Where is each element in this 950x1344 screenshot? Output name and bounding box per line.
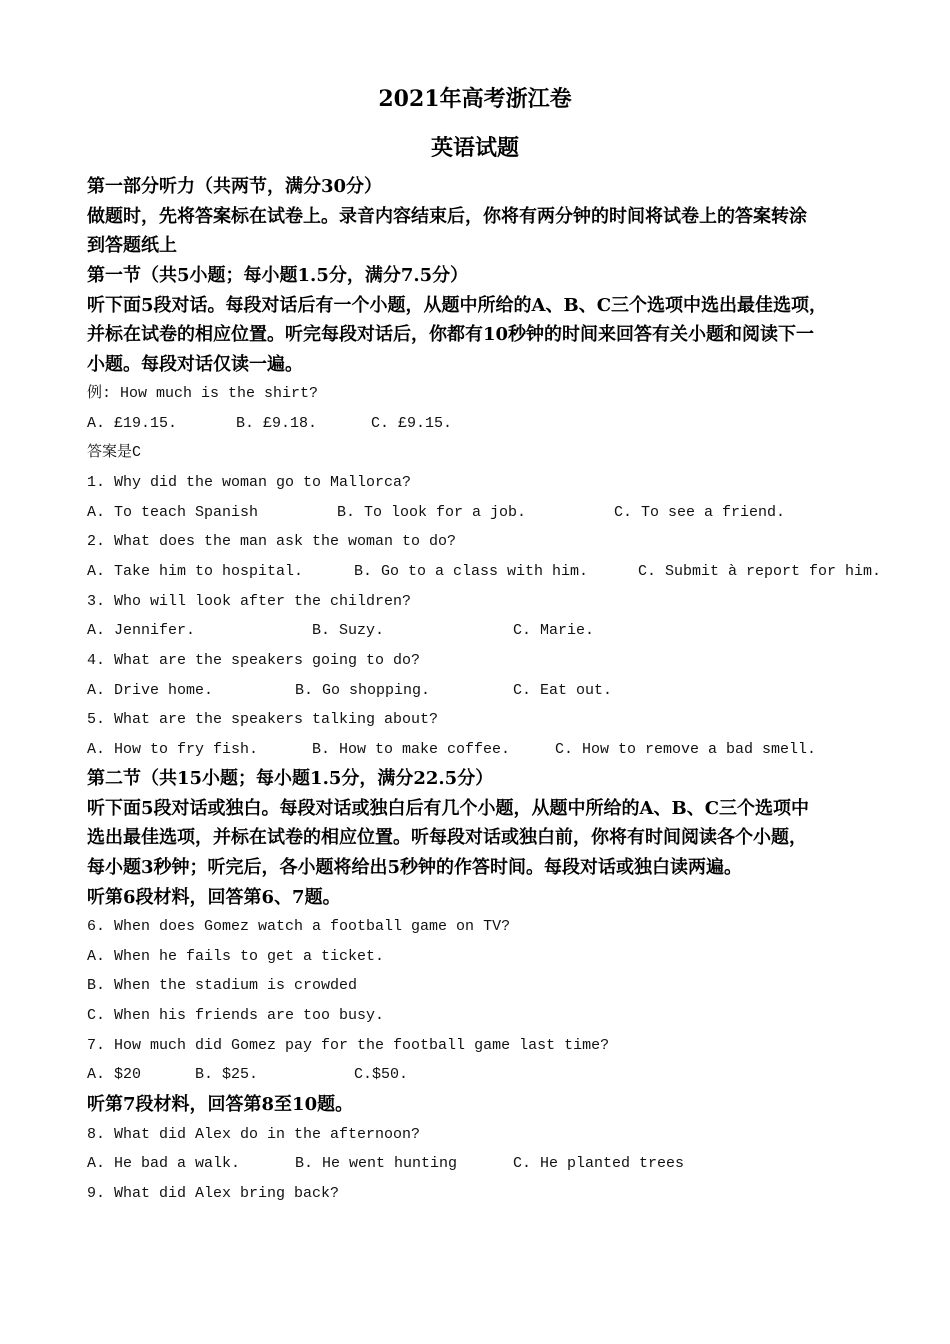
option-b: B. Suzy. [312, 622, 385, 639]
option-b: B. How to make coffee. [312, 741, 511, 758]
option-b: B. To look for a job. [337, 504, 527, 521]
option-c: C. How to remove a bad smell. [555, 741, 817, 758]
question: 8. What did Alex do in the afternoon? [87, 1126, 421, 1143]
question: 2. What does the man ask the woman to do? [87, 533, 457, 550]
material7-heading: 听第7段材料，回答第8至10题。 [87, 1094, 354, 1115]
section2-instruction-line: 选出最佳选项，并标在试卷的相应位置。听每段对话或独白前，你将有时间阅读各个小题， [87, 827, 807, 848]
option-b: B. Go shopping. [295, 682, 431, 699]
section2-instruction-line: 每小题3秒钟；听完后，各小题将给出5秒钟的作答时间。每段对话或独白读两遍。 [87, 857, 743, 878]
option-c: C. £9.15. [371, 415, 453, 432]
section1-instruction-line: 并标在试卷的相应位置。听完每段对话后，你都有10秒钟的时间来回答有关小题和阅读下一 [87, 324, 815, 345]
option-a: A. When he fails to get a ticket. [87, 948, 385, 965]
example-options [87, 409, 867, 439]
question-options [87, 616, 867, 646]
question: 7. How much did Gomez pay for the football game last time? [87, 1037, 610, 1054]
option-a: A. To teach Spanish [87, 504, 259, 521]
page-subtitle: 英语试题 [430, 135, 519, 161]
option-b: B. £9.18. [236, 415, 318, 432]
part1-instruction-line: 到答题纸上 [87, 235, 177, 256]
question: 3. Who will look after the children? [87, 593, 412, 610]
option-c: C. When his friends are too busy. [87, 1007, 385, 1024]
option-c: C. He planted trees [513, 1155, 685, 1172]
option-a: A. Drive home. [87, 682, 214, 699]
question-options [87, 676, 867, 706]
part1-heading: 第一部分听力（共两节，满分30分） [87, 176, 383, 197]
example-answer: 答案是C [87, 444, 142, 461]
option-b: B. $25. [195, 1066, 259, 1083]
question: 1. Why did the woman go to Mallorca? [87, 474, 412, 491]
option-a: A. Jennifer. [87, 622, 196, 639]
question-options [87, 498, 867, 528]
question: 5. What are the speakers talking about? [87, 711, 439, 728]
option-b: B. Go to a class with him. [354, 563, 589, 580]
option-a: A. He bad a walk. [87, 1155, 241, 1172]
question-options [87, 557, 882, 587]
part1-instruction-line: 做题时，先将答案标在试卷上。录音内容结束后，你将有两分钟的时间将试卷上的答案转涂 [87, 206, 807, 227]
section1-heading: 第一节（共5小题；每小题1.5分，满分7.5分） [87, 265, 469, 286]
section1-instruction-line: 小题。每段对话仅读一遍。 [87, 354, 303, 375]
option-c: C.$50. [354, 1066, 409, 1083]
material6-heading: 听第6段材料，回答第6、7题。 [87, 887, 341, 908]
example-question: 例: How much is the shirt? [87, 385, 319, 402]
question: 6. When does Gomez watch a football game on TV? [87, 918, 511, 935]
page-title: 2021年高考浙江卷 [378, 86, 572, 112]
option-a: A. £19.15. [87, 415, 178, 432]
section1-instruction-line: 听下面5段对话。每段对话后有一个小题，从题中所给的A、B、C三个选项中选出最佳选项， [87, 295, 828, 316]
option-a: A. $20 [87, 1066, 142, 1083]
option-a: A. Take him to hospital. [87, 563, 304, 580]
option-c: C. Eat out. [513, 682, 613, 699]
question-options [87, 1060, 867, 1090]
option-c: C. To see a friend. [614, 504, 786, 521]
section2-heading: 第二节（共15小题；每小题1.5分，满分22.5分） [87, 768, 494, 789]
section2-instruction-line: 听下面5段对话或独白。每段对话或独白后有几个小题，从题中所给的A、B、C三个选项中 [87, 798, 810, 819]
question: 4. What are the speakers going to do? [87, 652, 421, 669]
question: 9. What did Alex bring back? [87, 1185, 340, 1202]
option-b: B. He went hunting [295, 1155, 458, 1172]
question-options [87, 735, 867, 765]
option-a: A. How to fry fish. [87, 741, 259, 758]
option-c: C. Submit à report for him. [638, 563, 882, 580]
option-b: B. When the stadium is crowded [87, 977, 358, 994]
question-options [87, 1149, 867, 1179]
option-c: C. Marie. [513, 622, 595, 639]
